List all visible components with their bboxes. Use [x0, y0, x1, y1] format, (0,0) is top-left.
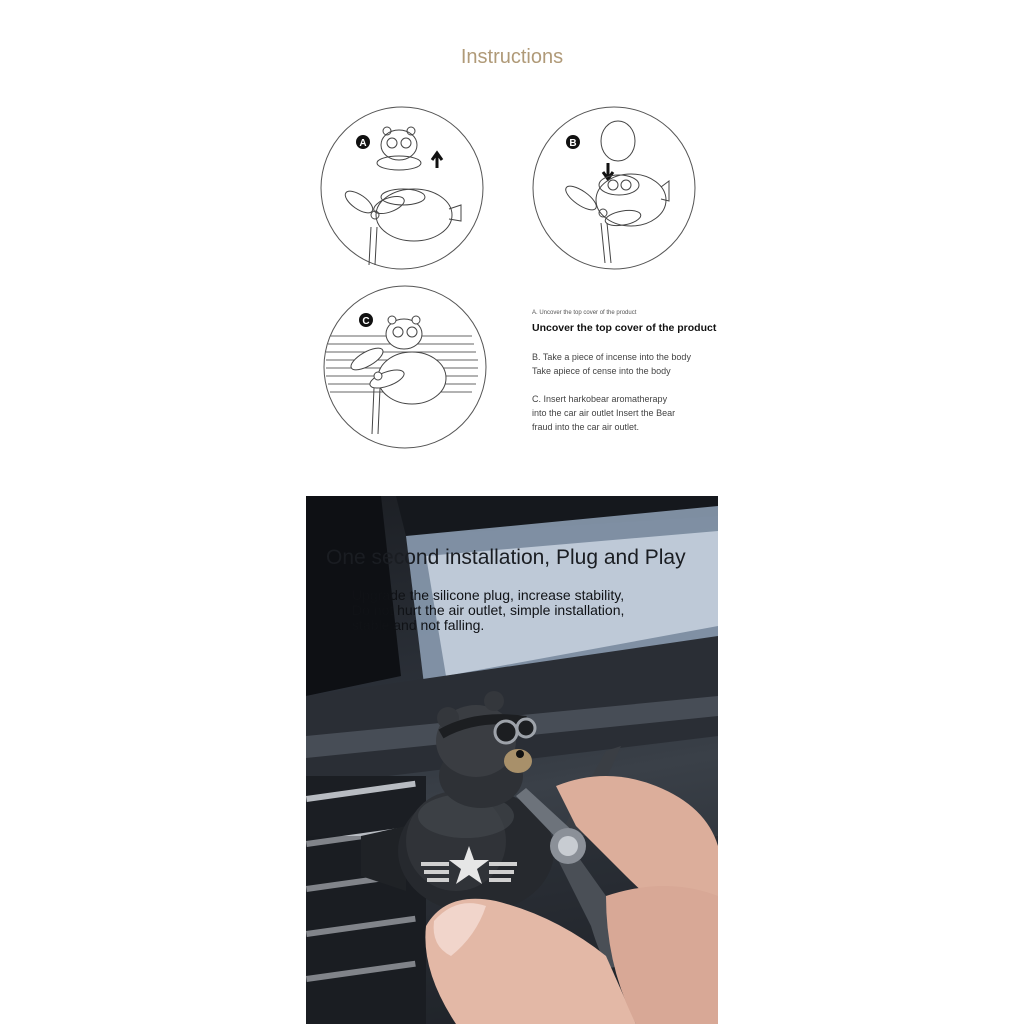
step-a-diagram	[319, 105, 485, 271]
step-b-illustration	[531, 105, 697, 271]
product-photo-illustration	[306, 496, 718, 1024]
step-a-illustration	[319, 105, 485, 271]
step-c-diagram	[322, 284, 488, 450]
step-b-line-2: Take apiece of cense into the body	[532, 366, 671, 376]
badge-c-label: C	[362, 316, 370, 327]
step-a-heading: Uncover the top cover of the product	[532, 322, 717, 334]
step-c-line-3: fraud into the car air outlet.	[532, 422, 640, 432]
photo-subtext-line-1: Upgrade the silicone plug, increase stability,	[352, 587, 625, 603]
page-title: Instructions	[460, 46, 564, 68]
photo-subtext	[352, 588, 712, 633]
photo-headline: One second installation, Plug and Play	[326, 546, 686, 569]
step-c-illustration	[322, 284, 488, 450]
instruction-steps	[532, 310, 722, 434]
step-b-diagram	[531, 105, 697, 271]
step-c-line-2: into the car air outlet Insert the Bear	[532, 408, 676, 418]
badge-b-label: B	[569, 138, 577, 149]
product-photo	[306, 496, 718, 1024]
step-b-line-1: B. Take a piece of incense into the body	[532, 352, 691, 362]
step-a-caption: A. Uncover the top cover of the product	[532, 310, 637, 316]
photo-subtext-line-2: Do not hurt the air outlet, simple installation,	[352, 602, 625, 618]
badge-a-label: A	[359, 138, 367, 149]
step-c-line-1: C. Insert harkobear aromatherapy	[532, 394, 668, 404]
photo-subtext-line-3: stable and not falling.	[352, 617, 485, 633]
